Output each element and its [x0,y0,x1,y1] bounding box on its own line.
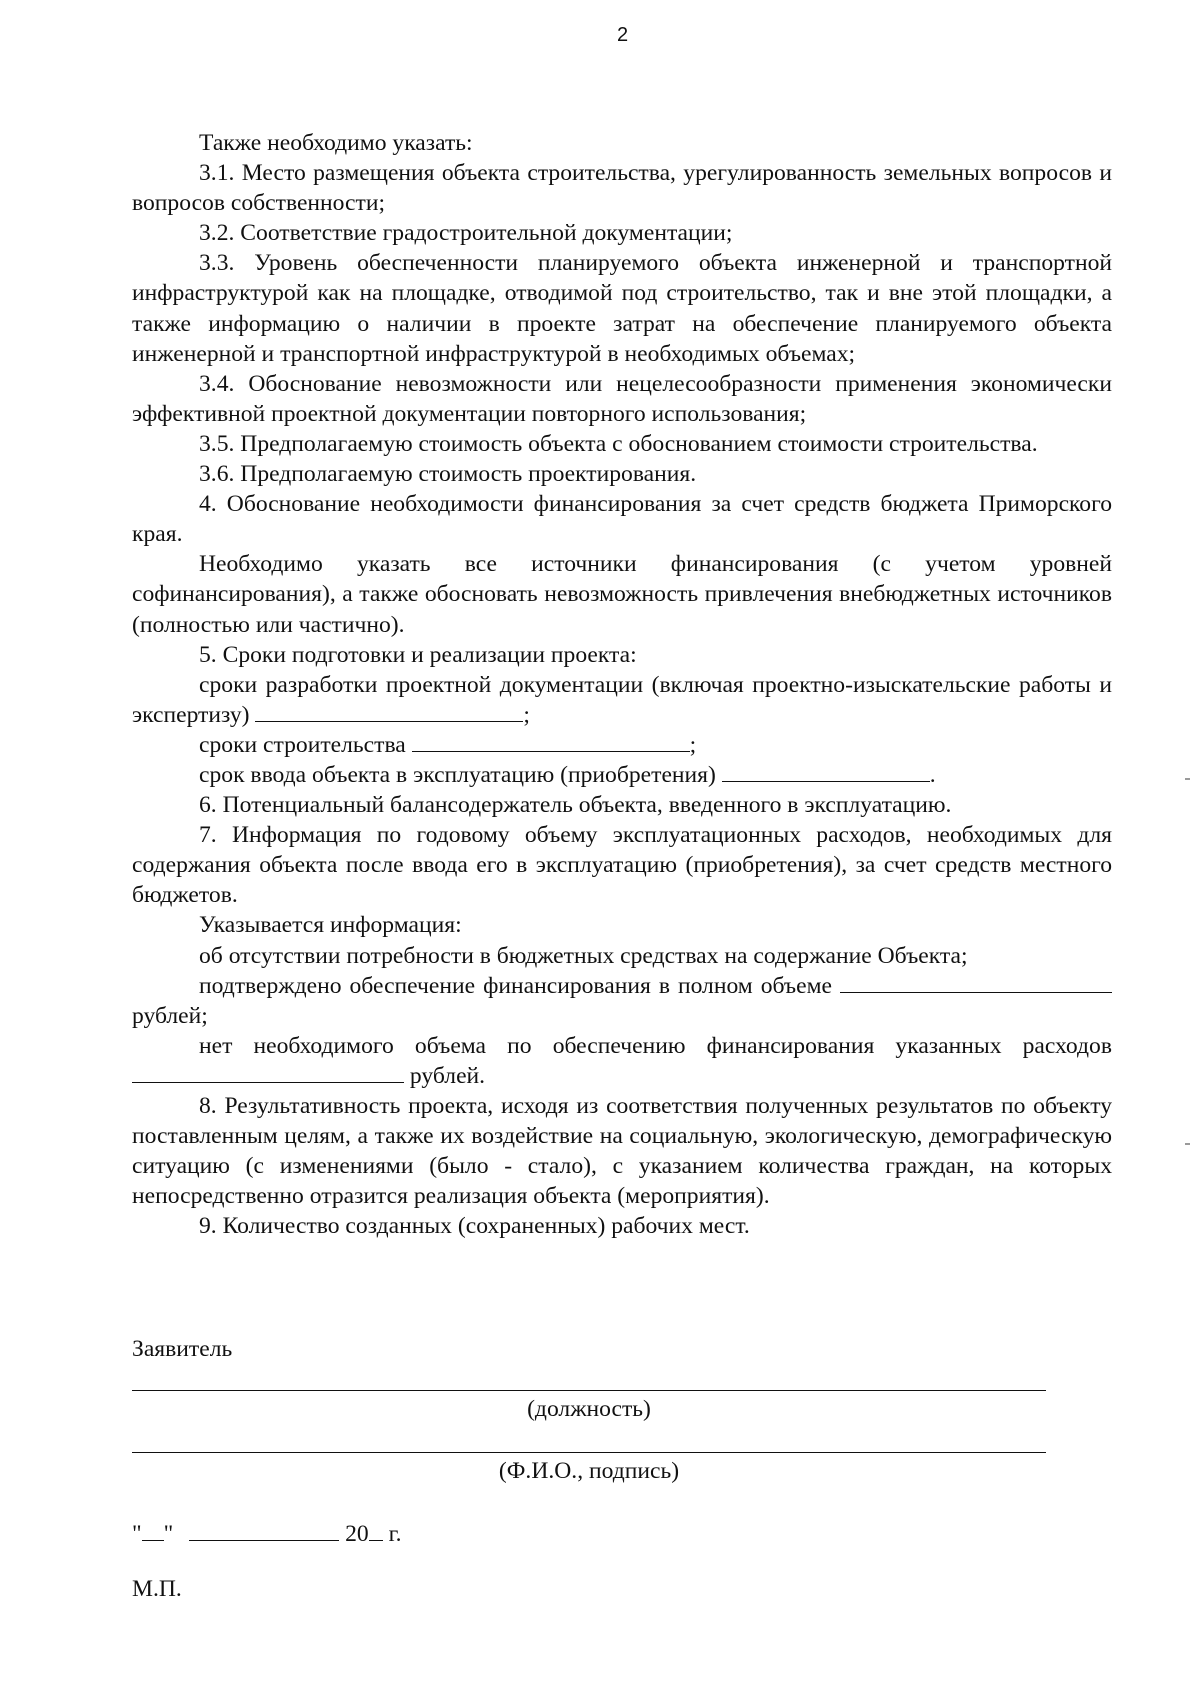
confirmed-funding-amount-blank[interactable] [840,972,1112,993]
name-caption: (Ф.И.О., подпись) [498,1458,680,1484]
confirmed-funding-currency: рублей; [132,1002,208,1029]
missing-funding-currency: рублей. [409,1062,486,1089]
document-body [132,128,1112,1241]
design-terms-text: сроки разработки проектной документации (включая проектно-изыскательские работы и экспертизу) [132,671,1112,728]
paragraph-9: 9. Количество созданных (сохраненных) рабочих мест. [199,1213,750,1240]
paragraph-3-5: 3.5. Предполагаемую стоимость объекта с обоснованием стоимости строительства. [199,430,1038,457]
paragraph-8: 8. Результативность проекта, исходя из соответствия полученных результатов по объекту поставленным целям, а также их воздействие на социальную, экологическую, демографическую ситуацию (с изменениями (было - стало), с указанием количества граждан, на которых непосредственно отразится реализация объекта (мероприятия). [132,1093,1112,1210]
paragraph-missing-funding [132,1031,1112,1091]
paragraph-design-terms [132,670,1112,730]
date-year-suffix: г. [388,1521,402,1547]
design-terms-end: ; [523,701,530,728]
paragraph-confirmed-funding [132,971,1112,1031]
paragraph-5: 5. Сроки подготовки и реализации проекта: [199,641,637,668]
paragraph-commissioning-term [132,760,1112,790]
commissioning-term-end: . [929,761,936,788]
commissioning-term-text: срок ввода объекта в эксплуатацию (приобретения) [199,761,716,788]
date-year-prefix: 20 [345,1521,369,1547]
paragraph-3-4: 3.4. Обоснование невозможности или нецелесообразности применения экономически эффективной проектной документации повторного использования; [132,370,1112,427]
missing-funding-amount-blank[interactable] [132,1062,404,1083]
paragraph-construction-terms [132,730,1112,760]
stamp-label: М.П. [132,1576,182,1602]
missing-funding-text: нет необходимого объема по обеспечению финансирования указанных расходов [199,1032,1112,1059]
scan-artifact-mark [1185,1143,1190,1145]
construction-terms-text: сроки строительства [199,731,406,758]
date-year-blank[interactable] [369,1520,383,1541]
position-caption: (должность) [527,1396,651,1422]
scan-artifact-mark [1185,778,1190,780]
position-signature-line[interactable] [132,1390,1046,1391]
paragraph-intro: Также необходимо указать: [199,130,473,156]
paragraph-6: 6. Потенциальный балансодержатель объекта, введенного в эксплуатацию. [199,792,952,819]
commissioning-term-blank[interactable] [722,761,930,782]
paragraph-info-label: Указывается информация: [199,912,462,939]
date-quote-close: " [163,1521,174,1547]
applicant-label: Заявитель [132,1336,233,1362]
paragraph-3-2: 3.2. Соответствие градостроительной документации; [199,220,733,247]
paragraph-7: 7. Информация по годовому объему эксплуатационных расходов, необходимых для содержания объекта после ввода его в эксплуатацию (приобретения), за счет средств местного бюджетов. [132,822,1112,909]
date-day-blank[interactable] [142,1520,164,1541]
page-number: 2 [616,24,629,46]
paragraph-no-need: об отсутствии потребности в бюджетных средствах на содержание Объекта; [199,942,968,969]
date-row [132,1520,402,1548]
construction-terms-blank[interactable] [412,731,690,752]
construction-terms-end: ; [689,731,697,758]
date-quote-open: " [132,1521,142,1547]
design-terms-blank[interactable] [255,701,523,722]
paragraph-4: 4. Обоснование необходимости финансирования за счет средств бюджета Приморского края. [132,491,1112,548]
paragraph-funding-sources: Необходимо указать все источники финансирования (с учетом уровней софинансирования), а также обосновать невозможность привлечения внебюджетных источников (полностью или частично). [132,551,1112,638]
date-month-blank[interactable] [189,1520,339,1541]
paragraph-3-6: 3.6. Предполагаемую стоимость проектирования. [199,461,697,488]
name-signature-line[interactable] [132,1452,1046,1453]
paragraph-3-1: 3.1. Место размещения объекта строительства, урегулированность земельных вопросов и вопросов собственности; [132,160,1112,217]
confirmed-funding-text: подтверждено обеспечение финансирования в полном объеме [199,972,833,999]
paragraph-3-3: 3.3. Уровень обеспеченности планируемого объекта инженерной и транспортной инфраструктурой как на площадке, отводимой под строительство, так и вне этой площадки, а также информацию о наличии в проекте затрат на обеспечение планируемого объекта инженерной и транспортной инфраструктурой в необходимых объемах; [132,250,1112,367]
